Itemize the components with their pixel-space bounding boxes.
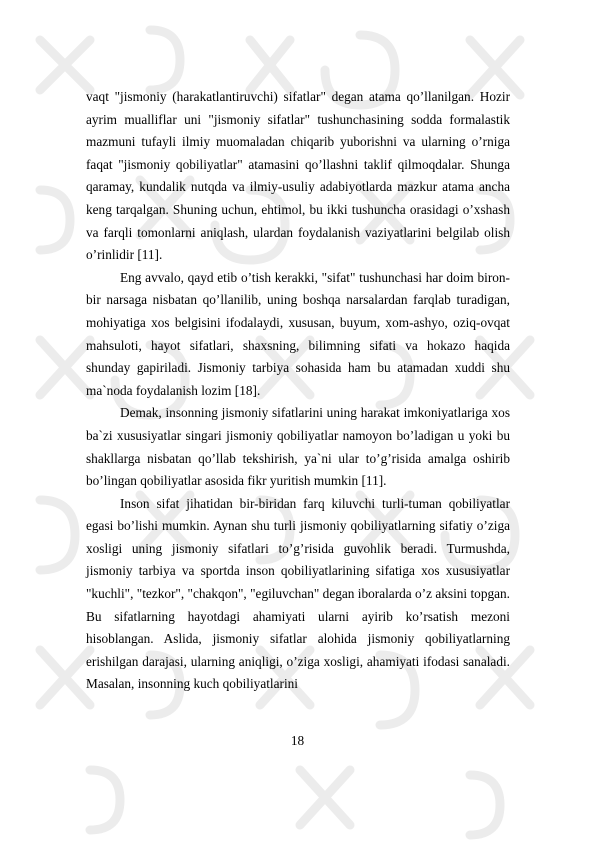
page-number: 18: [290, 733, 305, 748]
paragraph-1: vaqt "jismoniy (harakatlantiruvchi) sifatlar" degan atama qo’llanilgan. Hozir ayrim mualliflar uni "jismoniy sifatlar" tushunchasining sodda formalastik mazmuni tufayli ilmiy muomaladan chiqarib yuborishni va ularning o’rniga faqat "jismoniy qobiliyatlar" atamasini qo’llashni taklif qilmoqdalar. Shunga qaramay, kundalik nutqda va ilmiy-usuliy adabiyotlarda mazkur atama ancha keng tarqalgan. Shuning uchun, ehtimol, bu ikki tushuncha orasidagi o’xshash va farqli tomonlarni aniqlash, ulardan foydalanish vaziyatlarini belgilab olish o’rinlidir [11].: [86, 89, 510, 263]
paragraph-2: Eng avvalo, qayd etib o’tish kerakki, "sifat" tushunchasi har doim biron-bir narsaga nisbatan qo’llanilib, uning boshqa narsalardan farqlab turadigan, mohiyatiga xos belgisini ifodalaydi, xususan, buyum, xom-ashyo, oziq-ovqat mahsuloti, hayot sifatlari, shaxsning, bilimning sifati va hokazo haqida shunday gapiriladi. Jismoniy tarbiya sohasida ham bu atamadan xuddi shu ma`noda foydalanish lozim [18].: [86, 269, 510, 398]
paragraph-3: Demak, insonning jismoniy sifatlarini uning harakat imkoniyatlariga xos ba`zi xususiyatlar singari jismoniy qobiliyatlar namoyon bo’ladigan u yoki bu shakllarga nisbatan qo’llab tekshirish, ya`ni ular to’g’risida amalga oshirib bo’lingan qobiliyatlar asosida fikr yuritish mumkin [11].: [86, 405, 510, 489]
paragraph-4: Inson sifat jihatidan bir-biridan farq kiluvchi turli-tuman qobiliyatlar egasi bo’lishi mumkin. Aynan shu turli jismoniy qobiliyatlarning sifatiy o’ziga xosligi uning jismoniy sifatlari to’g’risida guvohlik beradi. Turmushda, jismoniy tarbiya va sportda inson qobiliyatlarining sifatiga xos xususiyatlar "kuchli", "tezkor", "chakqon", "egiluvchan" degan iboralarda o’z aksini topgan. Bu sifatlarning hayotdagi ahamiyati ularni ayirib ko’rsatish mezoni hisoblangan. Aslida, jismoniy sifatlar alohida jismoniy qobiliyatlarning erishilgan darajasi, ularning aniqligi, o’ziga xosligi, ahamiyati ifodasi sanaladi. Masalan, insonning kuch qobiliyatlarini: [86, 495, 510, 692]
document-body: [86, 86, 510, 696]
